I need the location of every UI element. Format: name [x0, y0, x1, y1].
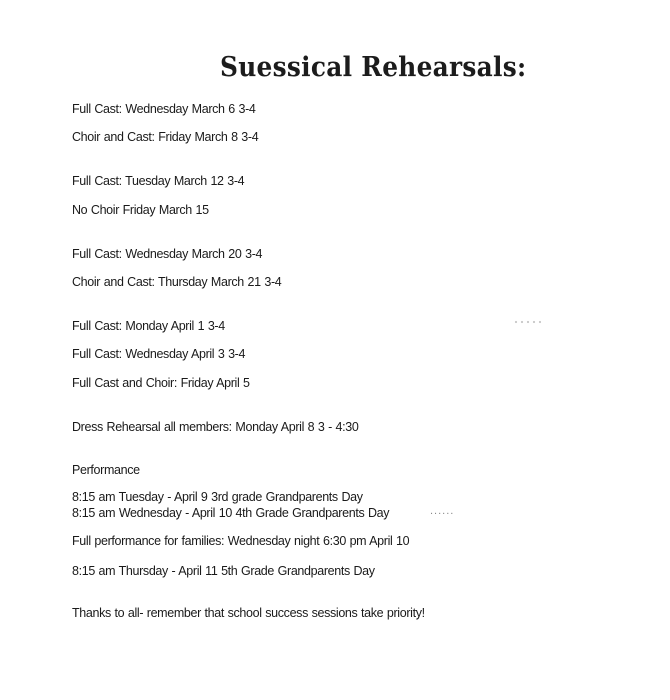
- schedule-line-full-cast-choir-april-5: Full Cast and Choir: Friday April 5: [72, 376, 250, 390]
- schedule-line-choir-cast-march-8: Choir and Cast: Friday March 8 3-4: [72, 130, 259, 144]
- page-title: Suessical Rehearsals:: [220, 52, 527, 83]
- schedule-line-dress-rehearsal: Dress Rehearsal all members: Monday April 8 3 - 4:30: [72, 420, 359, 434]
- trailing-dots: ......: [430, 505, 455, 517]
- schedule-line-full-cast-march-6: Full Cast: Wednesday March 6 3-4: [72, 102, 256, 116]
- performance-line-april-11: 8:15 am Thursday - April 11 5th Grade Grandparents Day: [72, 564, 375, 578]
- schedule-line-choir-cast-march-21: Choir and Cast: Thursday March 21 3-4: [72, 275, 282, 289]
- schedule-line-full-cast-march-12: Full Cast: Tuesday March 12 3-4: [72, 174, 245, 188]
- performance-heading: Performance: [72, 463, 140, 477]
- performance-line-april-9: 8:15 am Tuesday - April 9 3rd grade Grandparents Day: [72, 490, 363, 504]
- schedule-line-full-cast-march-20: Full Cast: Wednesday March 20 3-4: [72, 247, 263, 261]
- performance-line-april-10: 8:15 am Wednesday - April 10 4th Grade Grandparents Day: [72, 506, 390, 520]
- performance-line-family-night: Full performance for families: Wednesday night 6:30 pm April 10: [72, 534, 410, 548]
- closing-note: Thanks to all- remember that school success sessions take priority!: [72, 606, 425, 620]
- schedule-line-no-choir-march-15: No Choir Friday March 15: [72, 203, 209, 217]
- schedule-line-full-cast-april-3: Full Cast: Wednesday April 3 3-4: [72, 347, 246, 361]
- scan-speck: [513, 320, 541, 324]
- schedule-line-full-cast-april-1: Full Cast: Monday April 1 3-4: [72, 319, 225, 333]
